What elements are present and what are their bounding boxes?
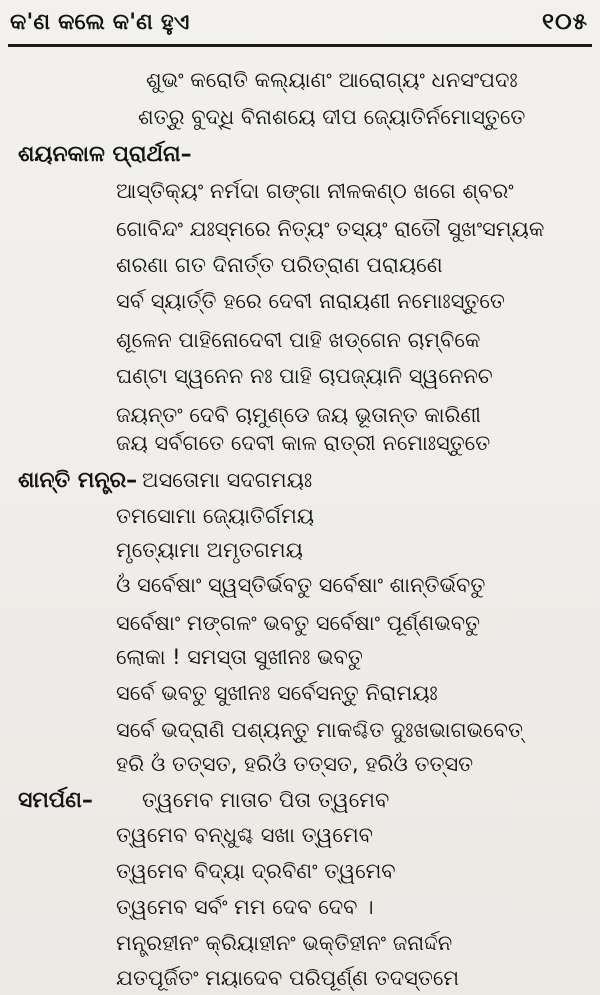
verse-line: ଅସତୋମା ସଦଗମୟଃ xyxy=(142,468,313,492)
verse-line: ଗୋବିନ୍ଦଂ ଯଃସ୍ମରେ ନିତ୍ୟଂ ତସ୍ୟଂ ରାତୌ ସୁଖଂସମ୍ୟକ xyxy=(116,217,545,241)
verse-line: ଓଁ ସର୍ବେଷାଂ ସ୍ୱସ୍ତିର୍ଭବତୁ ସର୍ବେଷାଂ ଶାନ୍ତିର୍ଭବତୁ xyxy=(116,573,486,597)
verse-line: ସର୍ବ ସ୍ୟାର୍ତ୍ତି ହରେ ଦେବୀ ନାରାୟଣୀ ନମୋଃସ୍ତୁତେ xyxy=(116,289,505,313)
verse-line: ଜୟନ୍ତଂ ଦେବି ଚାମୁଣ୍ଡେ ଜୟ ଭୂତାନ୍ତ କାରିଣୀ xyxy=(116,403,481,427)
verse-line: ତମସୋମା ଜ୍ୟୋତିର୍ଗମୟ xyxy=(116,504,315,528)
verse-line: ମୃତ୍ୟୋମା ଅମୃତଗମୟ xyxy=(116,538,303,562)
verse-line: ସର୍ବେଷାଂ ମଙ୍ଗଳଂ ଭବତୁ ସର୍ବେଷାଂ ପୂର୍ଣ୍ଣଭବତୁ xyxy=(116,611,481,635)
section-label: ଶାନ୍ତି ମନ୍ତ୍ର– xyxy=(18,468,138,493)
verse-line: ଶୂଳେନ ପାହିନୋଦେବୀ ପାହି ଖଡ୍ଗେନ ଚାମ୍ବିକେ xyxy=(116,328,481,352)
header-title: କ'ଣ କଲେ କ'ଣ ହୁଏ xyxy=(10,9,190,35)
verse-line: ଆସ୍ତିକ୍ୟଂ ନର୍ମଦା ଗଙ୍ଗା ନୀଳକଣ୍ଠ ଖଗେ ଶ୍ବରଂ xyxy=(116,179,514,203)
verse-line: ତ୍ୱମେବ ମାତାଚ ପିତା ତ୍ୱମେବ xyxy=(142,788,390,812)
section-label: ଶୟନକାଳ ପ୍ରାର୍ଥନା– xyxy=(18,142,192,167)
verse-line: ଶରଣା ଗତ ଦିନାର୍ତ୍ତ ପରିତ୍ରାଣ ପରାୟଣେ xyxy=(116,253,443,277)
page-number: ୧୦୫ xyxy=(542,9,588,35)
verse-line: ଶୁଭଂ କରୋତି କଲ୍ୟାଣଂ ଆରୋଗ୍ୟଂ ଧନସଂପଦଃ xyxy=(146,68,518,92)
verse-line: ସର୍ବେ ଭଦ୍ରାଣି ପଶ୍ୟନ୍ତୁ ମାକଶ୍ଚିତ ଦୁଃଖଭାଗଭବେତ୍ xyxy=(116,718,523,742)
verse-line: ତ୍ୱମେବ ବନ୍ଧୁଶ୍ଚ ସଖା ତ୍ୱମେବ xyxy=(116,823,373,847)
verse-line: ଶତ୍ରୁ ବୁଦ୍ଧି ବିନାଶୟେ ଦୀପ ଜ୍ୟୋତିର୍ନମୋସ୍ତୁତେ xyxy=(138,105,526,129)
verse-line: ଜୟ ସର୍ବଗତେ ଦେବୀ କାଳ ରାତ୍ରୀ ନମୋଃସ୍ତୁତେ xyxy=(116,431,491,455)
header-rule xyxy=(8,44,592,47)
verse-line: ଲୋକା ! ସମସ୍ତା ସୁଖୀନଃ ଭବତୁ xyxy=(116,645,363,669)
verse-line: ମନ୍ତ୍ରହୀନଂ କ୍ରିୟାହୀନଂ ଭକ୍ତିହୀନଂ ଜନାର୍ଦ୍ଦନ xyxy=(116,931,453,955)
verse-line: ଘଣ୍ଟା ସ୍ୱନେନ ନଃ ପାହି ଚାପଜ୍ୟାନି ସ୍ୱନେନଚ xyxy=(116,364,493,388)
verse-line: ଯତପୂର୍ଜିତଂ ମୟାଦେବ ପରିପୂର୍ଣ୍ଣ ତଦସ୍ତମେ xyxy=(116,966,460,990)
running-header xyxy=(10,2,588,42)
verse-line: ସର୍ବେ ଭବତୁ ସୁଖୀନଃ ସର୍ବେସନ୍ତୁ ନିରାମୟଃ xyxy=(116,681,438,705)
verse-line: ତ୍ୱମେବ ସର୍ବଂ ମମ ଦେବ ଦେବ । xyxy=(116,895,374,919)
section-label: ସମର୍ପଣ– xyxy=(18,788,93,813)
verse-line: ତ୍ୱମେବ ବିଦ୍ୟା ଦ୍ରବିଣଂ ତ୍ୱମେବ xyxy=(116,859,396,883)
verse-line: ହରି ଓଁ ତତ୍‌ସତ, ହରିଓଁ ତତ୍‌ସତ, ହରିଓଁ ତତ୍‌ସତ xyxy=(116,752,474,776)
